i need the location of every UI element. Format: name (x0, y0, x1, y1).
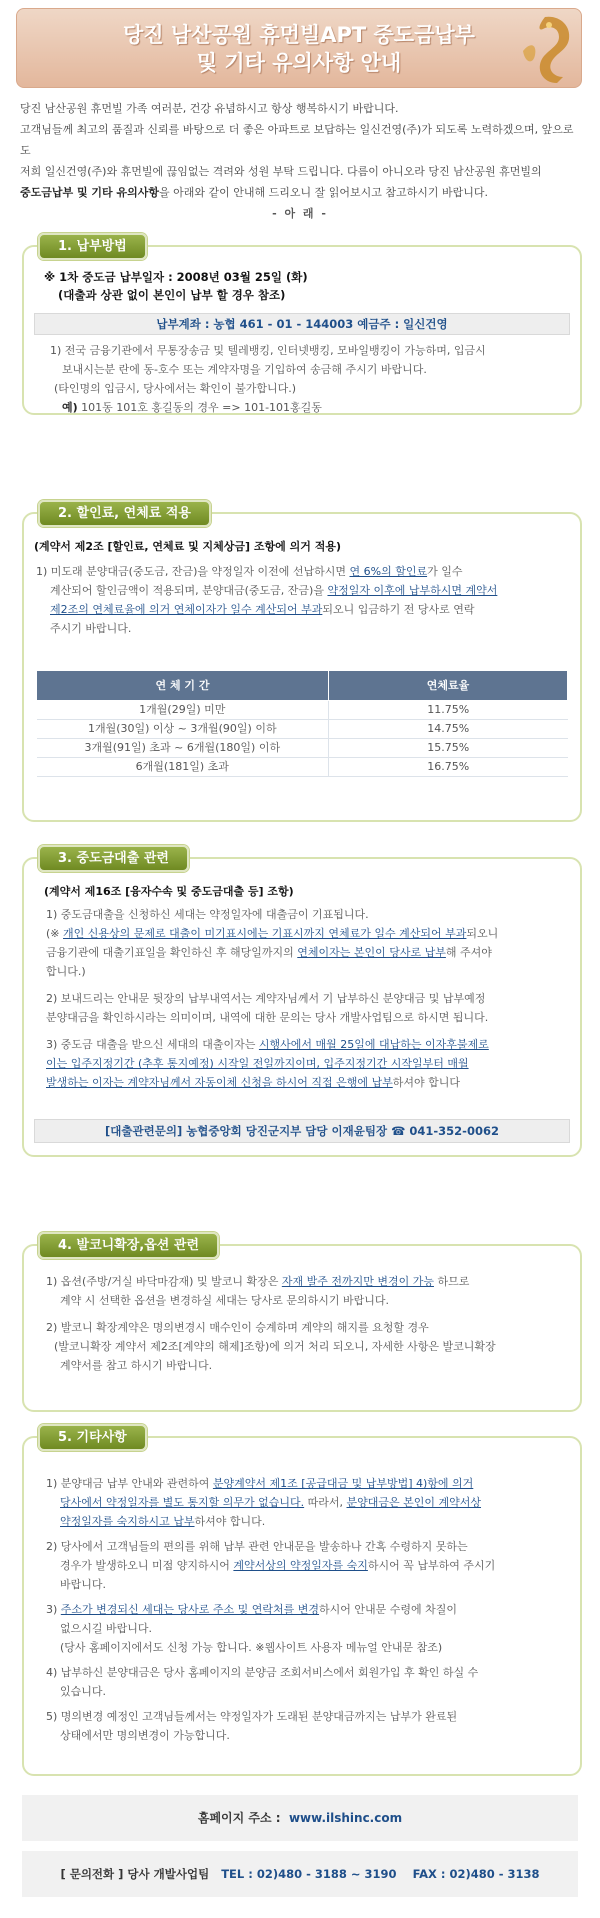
text: 경우가 발생하오니 미점 양지하시어 (60, 1559, 234, 1572)
text: 계약서를 참고 하시기 바랍니다. (60, 1359, 213, 1372)
underlined-text: 제2조의 연체료율에 의거 연체이자가 일수 계산되어 부과 (50, 603, 323, 616)
underlined-text: 개인 신용상의 문제로 대출이 미기표시에는 기표시까지 연체료가 일수 계산되어 부과 (63, 927, 467, 940)
text: 하시어 안내문 수령에 차질이 (319, 1603, 458, 1616)
text: 분양대금을 확인하시라는 의미이며, 내역에 대한 문의는 당사 개발사업팀으로 하시면 됩니다. (46, 1011, 489, 1024)
section-balcony-options (22, 1238, 582, 1412)
underlined-text: 자재 발주 전까지만 변경이 가능 (281, 1275, 434, 1288)
section-tab-2: 2. 할인료, 연체료 적용 (38, 500, 211, 527)
text: 상태에서만 명의변경이 가능합니다. (60, 1729, 230, 1742)
text: 하므로 (433, 1275, 470, 1288)
section-3-heading: (계약서 제16조 [융자수속 및 중도금대출 등] 조항) (44, 885, 294, 898)
text: 주시기 바랍니다. (50, 622, 132, 635)
title-banner (16, 8, 582, 88)
section-2-heading: (계약서 제2조 [할인료, 연체료 및 지체상금] 조항에 의거 적용) (34, 540, 341, 553)
section-tab-4: 4. 발코니확장,옵션 관련 (38, 1232, 219, 1259)
fax-number: FAX : 02)480 - 3138 (412, 1867, 540, 1881)
text: 하셔야 합니다. (194, 1515, 266, 1528)
late-fee-table (36, 670, 568, 777)
text: 되오니 (466, 927, 499, 940)
underlined-text: 연체이자는 본인이 당사로 납부 (297, 946, 446, 959)
intro-paragraph (20, 98, 580, 203)
text: 없으시길 바랍니다. (60, 1622, 153, 1635)
table-cell: 15.75% (329, 739, 568, 758)
payment-date: ※ 1차 중도금 납부일자 : 2008년 03월 25일 (화) (44, 270, 308, 284)
homepage-label: 홈페이지 주소 : (197, 1811, 281, 1825)
text: 있습니다. (60, 1685, 107, 1698)
table-header: 연체료율 (329, 671, 568, 701)
table-cell: 1개월(30일) 이상 ~ 3개월(90일) 이하 (37, 720, 329, 739)
text: (발코니확장 계약서 제2조[계약의 해제]조항)에 의거 처리 되오니, 자세한 사항은 발코니확장 (54, 1340, 496, 1353)
underlined-text: 분양계약서 제1조 [공급대금 및 납부방법] 4)항에 의거 (212, 1477, 474, 1490)
text: 계약 시 선택한 옵션을 변경하실 세대는 당사로 문의하시기 바랍니다. (60, 1294, 389, 1307)
table-cell: 11.75% (329, 701, 568, 720)
table-cell: 14.75% (329, 720, 568, 739)
text: 3) 중도금 대출을 받으신 세대의 대출이자는 (46, 1038, 259, 1051)
intro-line (20, 182, 580, 203)
underlined-text: 계약서상의 약정일자를 숙지 (233, 1559, 368, 1572)
section-divider-label: - 아 래 - (272, 207, 328, 220)
section-payment-method (22, 239, 582, 415)
text: 금융기관에 대출기표일을 확인하신 후 해당일까지의 (46, 946, 298, 959)
underlined-text: 약정일자 이후에 납부하시면 계약서 (327, 584, 498, 597)
instruction-line: 보내시는분 란에 동-호수 또는 계약자명을 기입하여 송금해 주시기 바랍니다. (62, 363, 427, 376)
text: 되오니 입금하기 전 당사로 연락 (322, 603, 475, 616)
section-loan (22, 851, 582, 1157)
intro-line: 고객님들께 최고의 품질과 신뢰를 바탕으로 더 좋은 아파트로 보답하는 일신건영(주)가 되도록 노력하겠으며, 앞으로도 (20, 123, 574, 157)
payment-instructions (50, 341, 486, 398)
example-label: 예) (62, 401, 78, 414)
intro-line: 당진 남산공원 휴먼빌 가족 여러분, 건강 유념하시고 항상 행복하시기 바랍니다. (20, 102, 399, 115)
loan-paragraphs (46, 905, 572, 1092)
text: 따라서, (304, 1496, 347, 1509)
instruction-line: (타인명의 입금시, 당사에서는 확인이 불가합니다.) (54, 382, 297, 395)
title-line-2: 및 기타 유의사항 안내 (196, 51, 402, 75)
text: 해 주셔야 (445, 946, 492, 959)
text: 4) 납부하신 분양대금은 당사 홈페이지의 분양금 조회서비스에서 회원가입 후 확인 하실 수 (46, 1666, 479, 1679)
table-cell: 3개월(91일) 초과 ~ 6개월(180일) 이하 (37, 739, 329, 758)
payment-example (62, 399, 322, 416)
intro-highlight: 중도금납부 및 기타 유의사항 (20, 186, 159, 199)
underlined-text: 시행사에서 매월 25일에 대납하는 이자후불제로 (258, 1038, 489, 1051)
section-tab-1: 1. 납부방법 (38, 233, 147, 260)
underlined-text: 발생하는 이자는 계약자님께서 자동이체 신청을 하시어 직접 은행에 납부 (46, 1076, 393, 1089)
section-tab-3: 3. 중도금대출 관련 (38, 845, 189, 872)
underlined-text: 주소가 변경되신 세대는 당사로 주소 및 연락처를 변경 (60, 1603, 320, 1616)
text: 1) 중도금대출을 신청하신 세대는 약정일자에 대출금이 기표됩니다. (46, 908, 369, 921)
table-row (37, 739, 568, 758)
contact-label: [ 문의전화 ] 당사 개발사업팀 (60, 1867, 210, 1881)
loan-contact-bar: [대출관련문의] 농협중앙회 당진군지부 담당 이재윤팀장 ☎ 041-352-0062 (34, 1119, 570, 1143)
page-title (17, 9, 581, 77)
bank-account-bar: 납부계좌 : 농협 461 - 01 - 144003 예금주 : 일신건영 (34, 313, 570, 335)
text: (당사 홈페이지에서도 신청 가능 합니다. ※웹사이트 사용자 메뉴얼 안내문 참조) (60, 1641, 443, 1654)
title-line-1: 당진 남산공원 휴먼빌APT 중도금납부 (123, 23, 475, 47)
payment-note: (대출과 상관 없이 본인이 납부 할 경우 참조) (58, 288, 286, 302)
text: 바랍니다. (60, 1578, 107, 1591)
text: 1) 미도래 분양대금(중도금, 잔금)을 약정일자 이전에 선납하시면 (36, 565, 350, 578)
intro-line: 저희 일신건영(주)와 휴먼빌에 끊임없는 격려와 성원 부탁 드립니다. 다름이 아니오라 당진 남산공원 휴먼빌의 (20, 165, 542, 178)
text: 2) 당사에서 고객님들의 편의를 위해 납부 관련 안내문을 발송하나 간혹 수령하지 못하는 (46, 1540, 468, 1553)
section-other-notes (22, 1430, 582, 1776)
table-row (37, 758, 568, 777)
instruction-line: 1) 전국 금융기관에서 무통장송금 및 텔레뱅킹, 인터넷뱅킹, 모바일뱅킹이 가능하며, 입금시 (50, 344, 486, 357)
example-text: 101동 101호 홍길동의 경우 => 101-101홍길동 (81, 401, 322, 414)
section-tab-5: 5. 기타사항 (38, 1424, 147, 1451)
discount-paragraph (36, 562, 570, 638)
text: 2) 보내드리는 안내문 뒷장의 납부내역서는 계약자님께서 기 납부하신 분양대금 및 납부예정 (46, 992, 486, 1005)
underlined-text: 당사에서 약정일자를 별도 통지할 의무가 없습니다. (60, 1496, 305, 1509)
underlined-text: 분양대금은 본인이 계약서상 (346, 1496, 482, 1509)
dragon-emblem-icon (515, 11, 577, 85)
table-header: 연 체 기 간 (37, 671, 329, 701)
table-row (37, 701, 568, 720)
text: 2) 발코니 확장계약은 명의변경시 매수인이 승계하며 계약의 해지를 요청할 경우 (46, 1321, 429, 1334)
text: 1) 옵션(주방/거실 바닥마감재) 및 발코니 확장은 (46, 1275, 282, 1288)
contact-footer (22, 1851, 578, 1897)
underlined-text: 약정일자를 숙지하시고 납부 (60, 1515, 195, 1528)
balcony-paragraphs (46, 1272, 572, 1375)
text: 1) 분양대금 납부 안내와 관련하여 (46, 1477, 213, 1490)
text: 하셔야 합니다 (392, 1076, 461, 1089)
homepage-footer (22, 1795, 578, 1841)
other-paragraphs (46, 1474, 572, 1745)
text: 계산되어 할인금액이 적용되며, 분양대금(중도금, 잔금)을 (50, 584, 328, 597)
text: 하시어 꼭 납부하여 주시기 (367, 1559, 496, 1572)
text: 가 일수 (427, 565, 463, 578)
text: 5) 명의변경 예정인 고객님들께서는 약정일자가 도래된 분양대금까지는 납부가 완료된 (46, 1710, 458, 1723)
text: (※ (46, 927, 64, 940)
intro-text: 을 아래와 같이 안내해 드리오니 잘 읽어보시고 참고하시기 바랍니다. (159, 186, 488, 199)
phone-number: TEL : 02)480 - 3188 ~ 3190 (221, 1867, 397, 1881)
section-discount-late-fee (22, 506, 582, 822)
underlined-text: 이는 입주지정기간 (추후 통지예정) 시작일 전일까지이며, 입주지정기간 시작일부터 매월 (46, 1057, 469, 1070)
underlined-text: 연 6%의 할인료 (349, 565, 428, 578)
table-cell: 6개월(181일) 초과 (37, 758, 329, 777)
table-row (37, 720, 568, 739)
table-cell: 1개월(29일) 미만 (37, 701, 329, 720)
text: 합니다.) (46, 965, 86, 978)
homepage-link[interactable]: www.ilshinc.com (288, 1811, 403, 1825)
text: 3) (46, 1603, 61, 1616)
table-cell: 16.75% (329, 758, 568, 777)
